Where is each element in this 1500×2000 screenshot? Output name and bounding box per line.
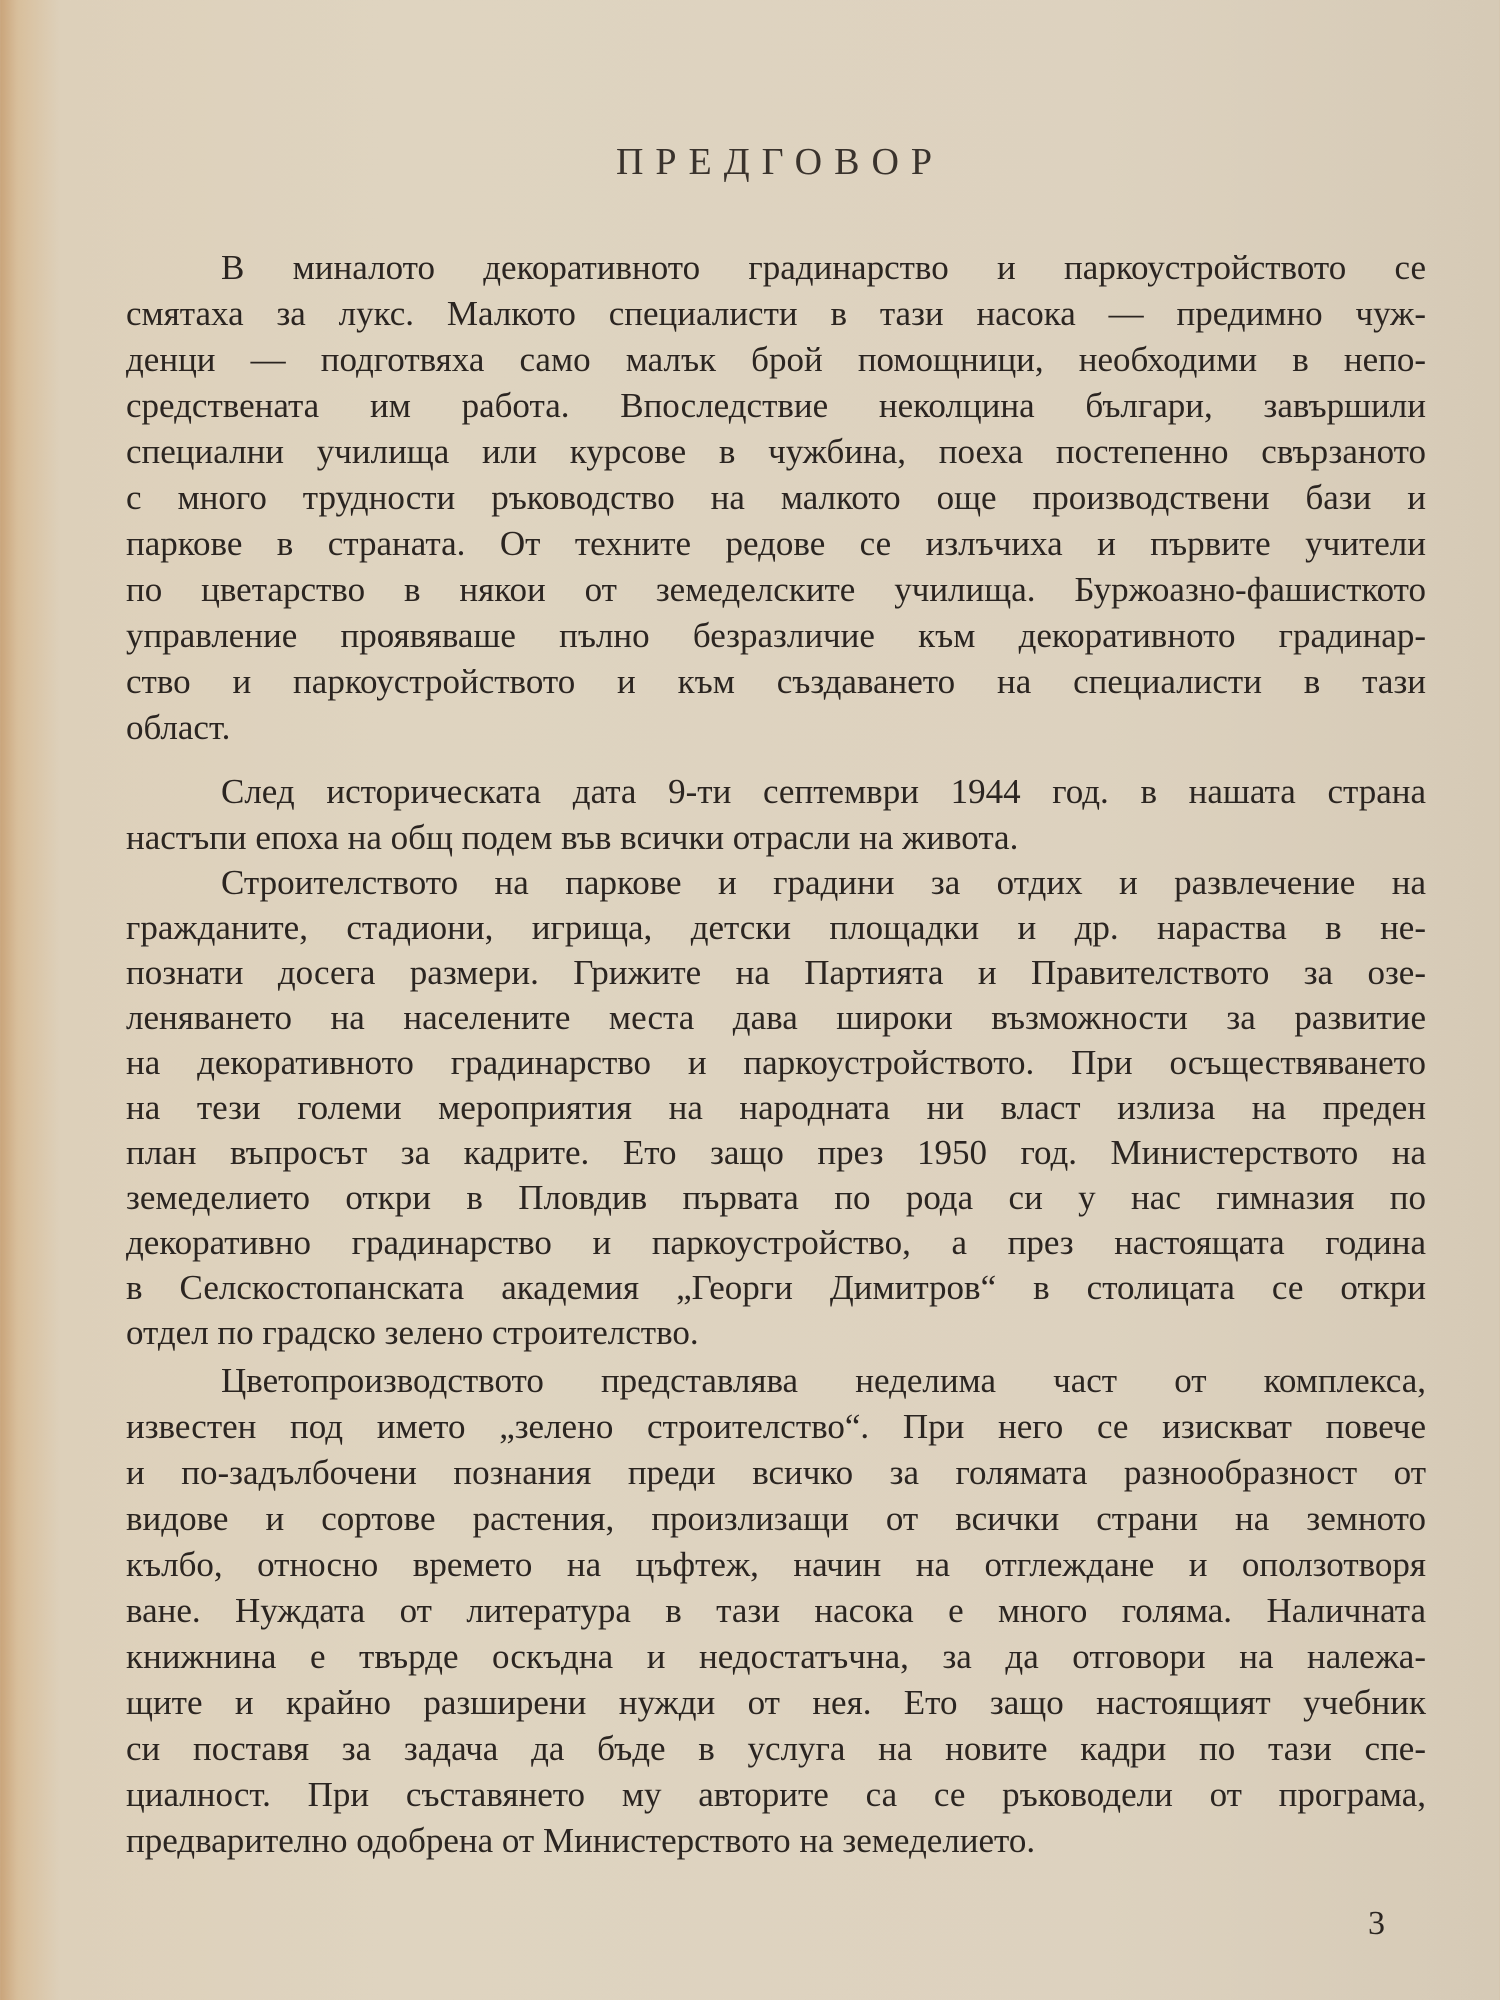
text-line: план въпросът за кадрите. Ето защо през 1950 год. Министерството на [126, 1133, 1426, 1172]
text-line: управление проявяваше пълно безразличие към декоративното градинар- [126, 616, 1426, 655]
text-line: щите и крайно разширени нужди от нея. Ето защо настоящият учебник [126, 1683, 1426, 1722]
text-line: средствената им работа. Впоследствие неколцина българи, завършили [126, 386, 1426, 425]
text-line: Цветопроизводството представлява неделима част от комплекса, [221, 1361, 1426, 1400]
text-line: гражданите, стадиони, игрища, детски площадки и др. нараства в не- [126, 908, 1426, 947]
text-line: ство и паркоустройството и към създаването на специалисти в тази [126, 662, 1426, 701]
text-line: кълбо, относно времето на цъфтеж, начин на отглеждане и оползотворя [126, 1545, 1426, 1584]
text-line: на тези големи мероприятия на народната ни власт излиза на преден [126, 1088, 1426, 1127]
text-line: ване. Нуждата от литература в тази насока е много голяма. Наличната [126, 1591, 1426, 1630]
text-line: книжнина е твърде оскъдна и недостатъчна, за да отговори на належа- [126, 1637, 1426, 1676]
page-title: ПРЕДГОВОР [615, 141, 945, 183]
text-line: циалност. При съставянето му авторите са се ръководели от програма, [126, 1775, 1426, 1814]
text-line: по цветарство в някои от земеделските училища. Буржоазно-фашисткото [126, 570, 1426, 609]
text-line: След историческата дата 9-ти септември 1944 год. в нашата страна [221, 772, 1426, 811]
text-line: предварително одобрена от Министерството на земеделието. [126, 1821, 1036, 1860]
paragraph-4 [126, 1358, 1426, 1864]
text-line: специални училища или курсове в чужбина, поеха постепенно свързаното [126, 432, 1426, 471]
text-line: леняването на населените места дава широки възможности за развитие [126, 998, 1426, 1037]
text-line: познати досега размери. Грижите на Партията и Правителството за озе- [126, 953, 1426, 992]
text-line: на декоративното градинарство и паркоустройството. При осъществяването [126, 1043, 1426, 1082]
text-line: паркове в страната. От техните редове се излъчиха и първите учители [126, 524, 1426, 563]
text-line: в Селскостопанската академия „Георги Димитров“ в столицата се откри [126, 1268, 1426, 1307]
text-line: отдел по градско зелено строителство. [126, 1313, 699, 1352]
paragraph-2 [126, 769, 1426, 861]
text-line: видове и сортове растения, произлизащи от всички страни на земното [126, 1499, 1426, 1538]
paragraph-1 [126, 245, 1426, 751]
page-number: 3 [1368, 1905, 1385, 1942]
text-line: земеделието откри в Пловдив първата по рода си у нас гимназия по [126, 1178, 1426, 1217]
text-line: с много трудности ръководство на малкото още производствени бази и [126, 478, 1426, 517]
text-line: настъпи епоха на общ подем във всички отрасли на живота. [126, 818, 1019, 857]
text-line: В миналото декоративното градинарство и паркоустройството се [221, 248, 1426, 287]
text-line: денци — подготвяха само малък брой помощници, необходими в непо- [126, 340, 1426, 379]
text-line: декоративно градинарство и паркоустройство, а през настоящата година [126, 1223, 1426, 1262]
text-line: Строителството на паркове и градини за отдих и развлечение на [221, 863, 1426, 902]
paragraph-3 [126, 860, 1426, 1355]
text-line: смятаха за лукс. Малкото специалисти в тази насока — предимно чуж- [126, 294, 1426, 333]
text-line: и по-задълбочени познания преди всичко за голямата разнообразност от [126, 1453, 1426, 1492]
text-line: област. [126, 708, 231, 747]
text-line: известен под името „зелено строителство“. При него се изискват повече [126, 1407, 1426, 1446]
text-line: си поставя за задача да бъде в услуга на новите кадри по тази спе- [126, 1729, 1426, 1768]
